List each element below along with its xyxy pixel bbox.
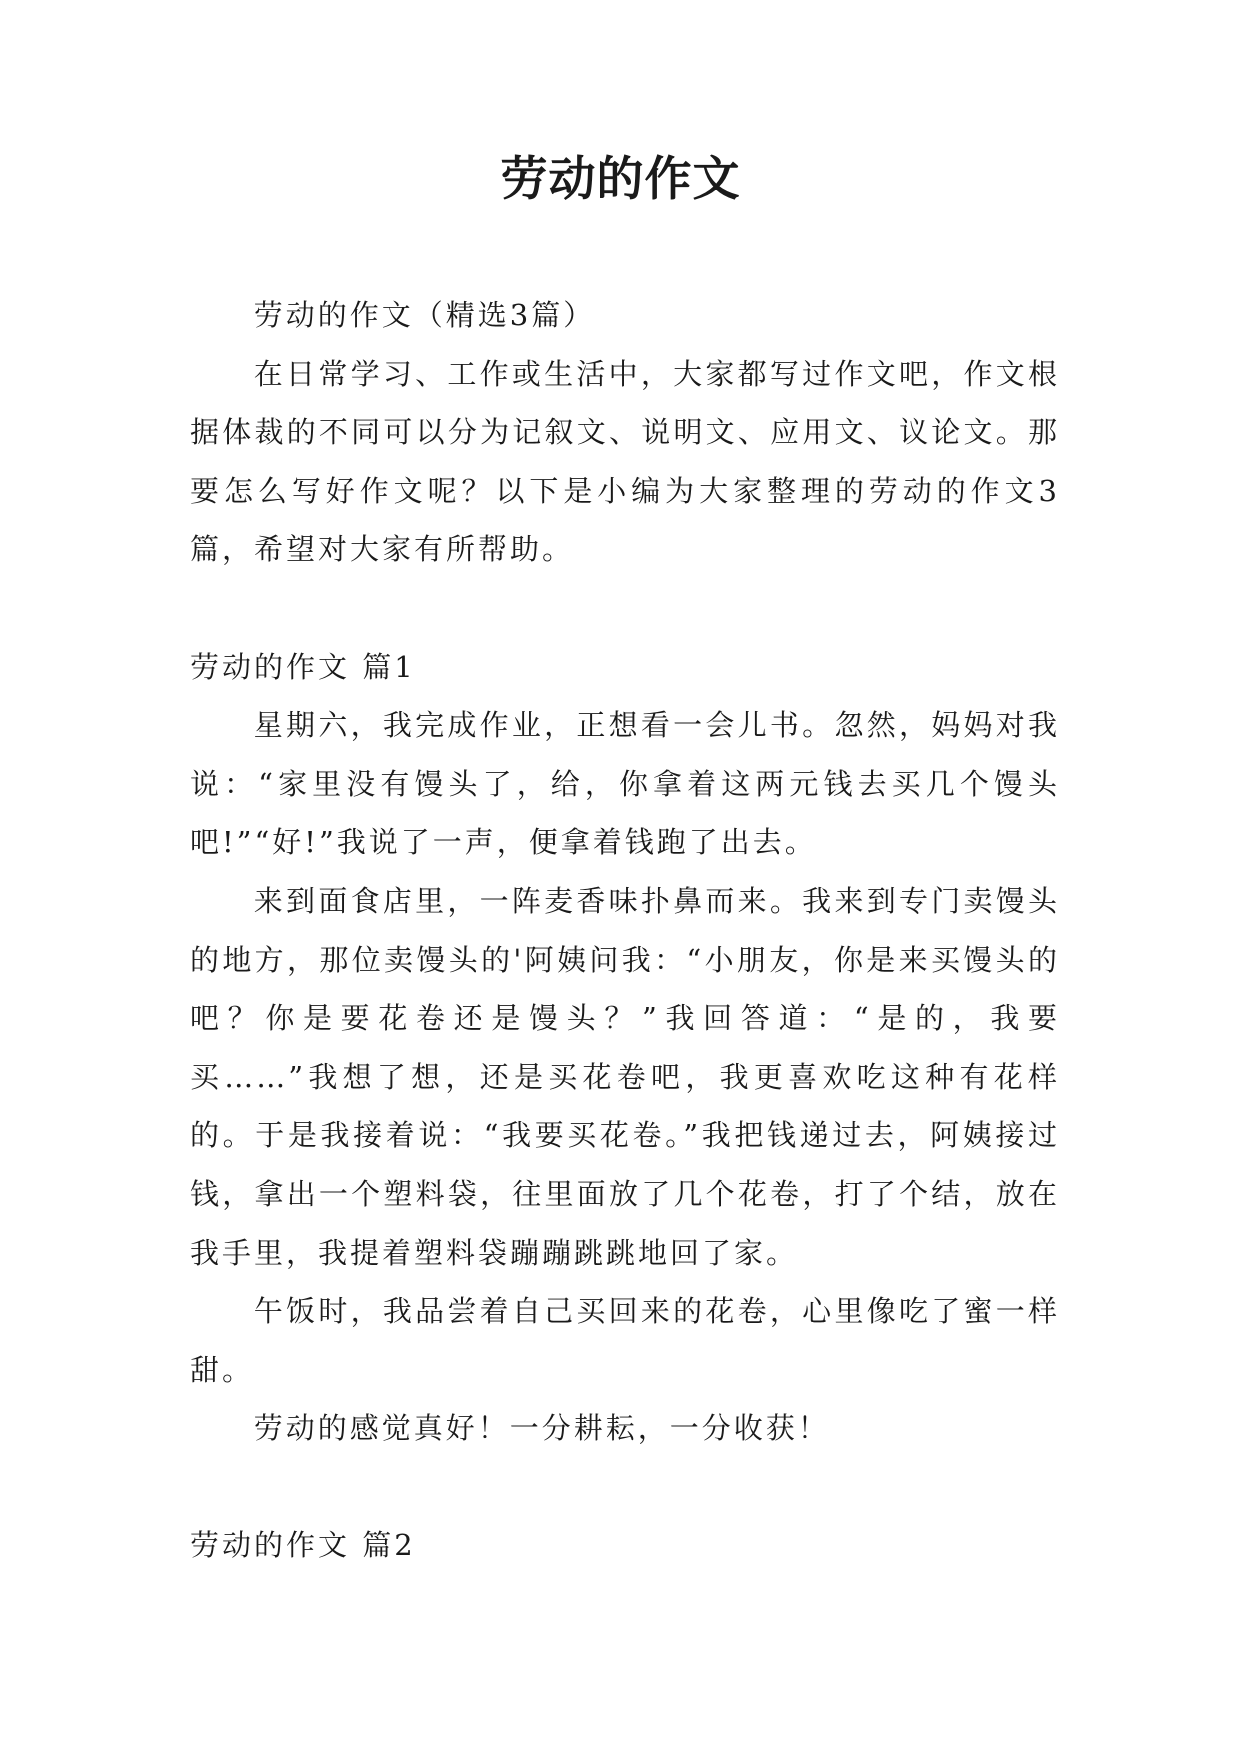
paragraph: 劳动的感觉真好！一分耕耘，一分收获！: [253, 1411, 830, 1446]
document-body: [190, 286, 1060, 1575]
paragraph: 午饭时，我品尝着自己买回来的花卷，心里像吃了蜜一样甜。: [190, 1294, 1060, 1387]
paragraph: 星期六，我完成作业，正想看一会儿书。忽然，妈妈对我说：“家里没有馒头了，给，你拿着这两元钱去买几个馒头吧!”“好!”我说了一声，便拿着钱跑了出去。: [190, 708, 1060, 860]
intro-paragraph: 在日常学习、工作或生活中，大家都写过作文吧，作文根据体裁的不同可以分为记叙文、说明文、应用文、议论文。那要怎么写好作文呢？以下是小编为大家整理的劳动的作文3篇，希望对大家有所帮助。: [190, 356, 1060, 567]
section-gap: [190, 579, 1060, 638]
subtitle: 劳动的作文（精选3篇）: [253, 298, 596, 332]
paragraph: 来到面食店里，一阵麦香味扑鼻而来。我来到专门卖馒头的地方，那位卖馒头的'阿姨问我：“小朋友，你是来买馒头的吧？你是要花卷还是馒头？”我回答道：“是的，我要买……”我想了想，还是买花卷吧，我更喜欢吃这种有花样的。于是我接着说：“我要买花卷。”我把钱递过去，阿姨接过钱，拿出一个塑料袋，往里面放了几个花卷，打了个结，放在我手里，我提着塑料袋蹦蹦跳跳地回了家。: [190, 883, 1060, 1270]
section-gap: [190, 1458, 1060, 1517]
section-heading: 劳动的作文 篇1: [190, 649, 416, 684]
section-heading: 劳动的作文 篇2: [190, 1528, 416, 1563]
page-title: 劳动的作文: [500, 152, 741, 207]
